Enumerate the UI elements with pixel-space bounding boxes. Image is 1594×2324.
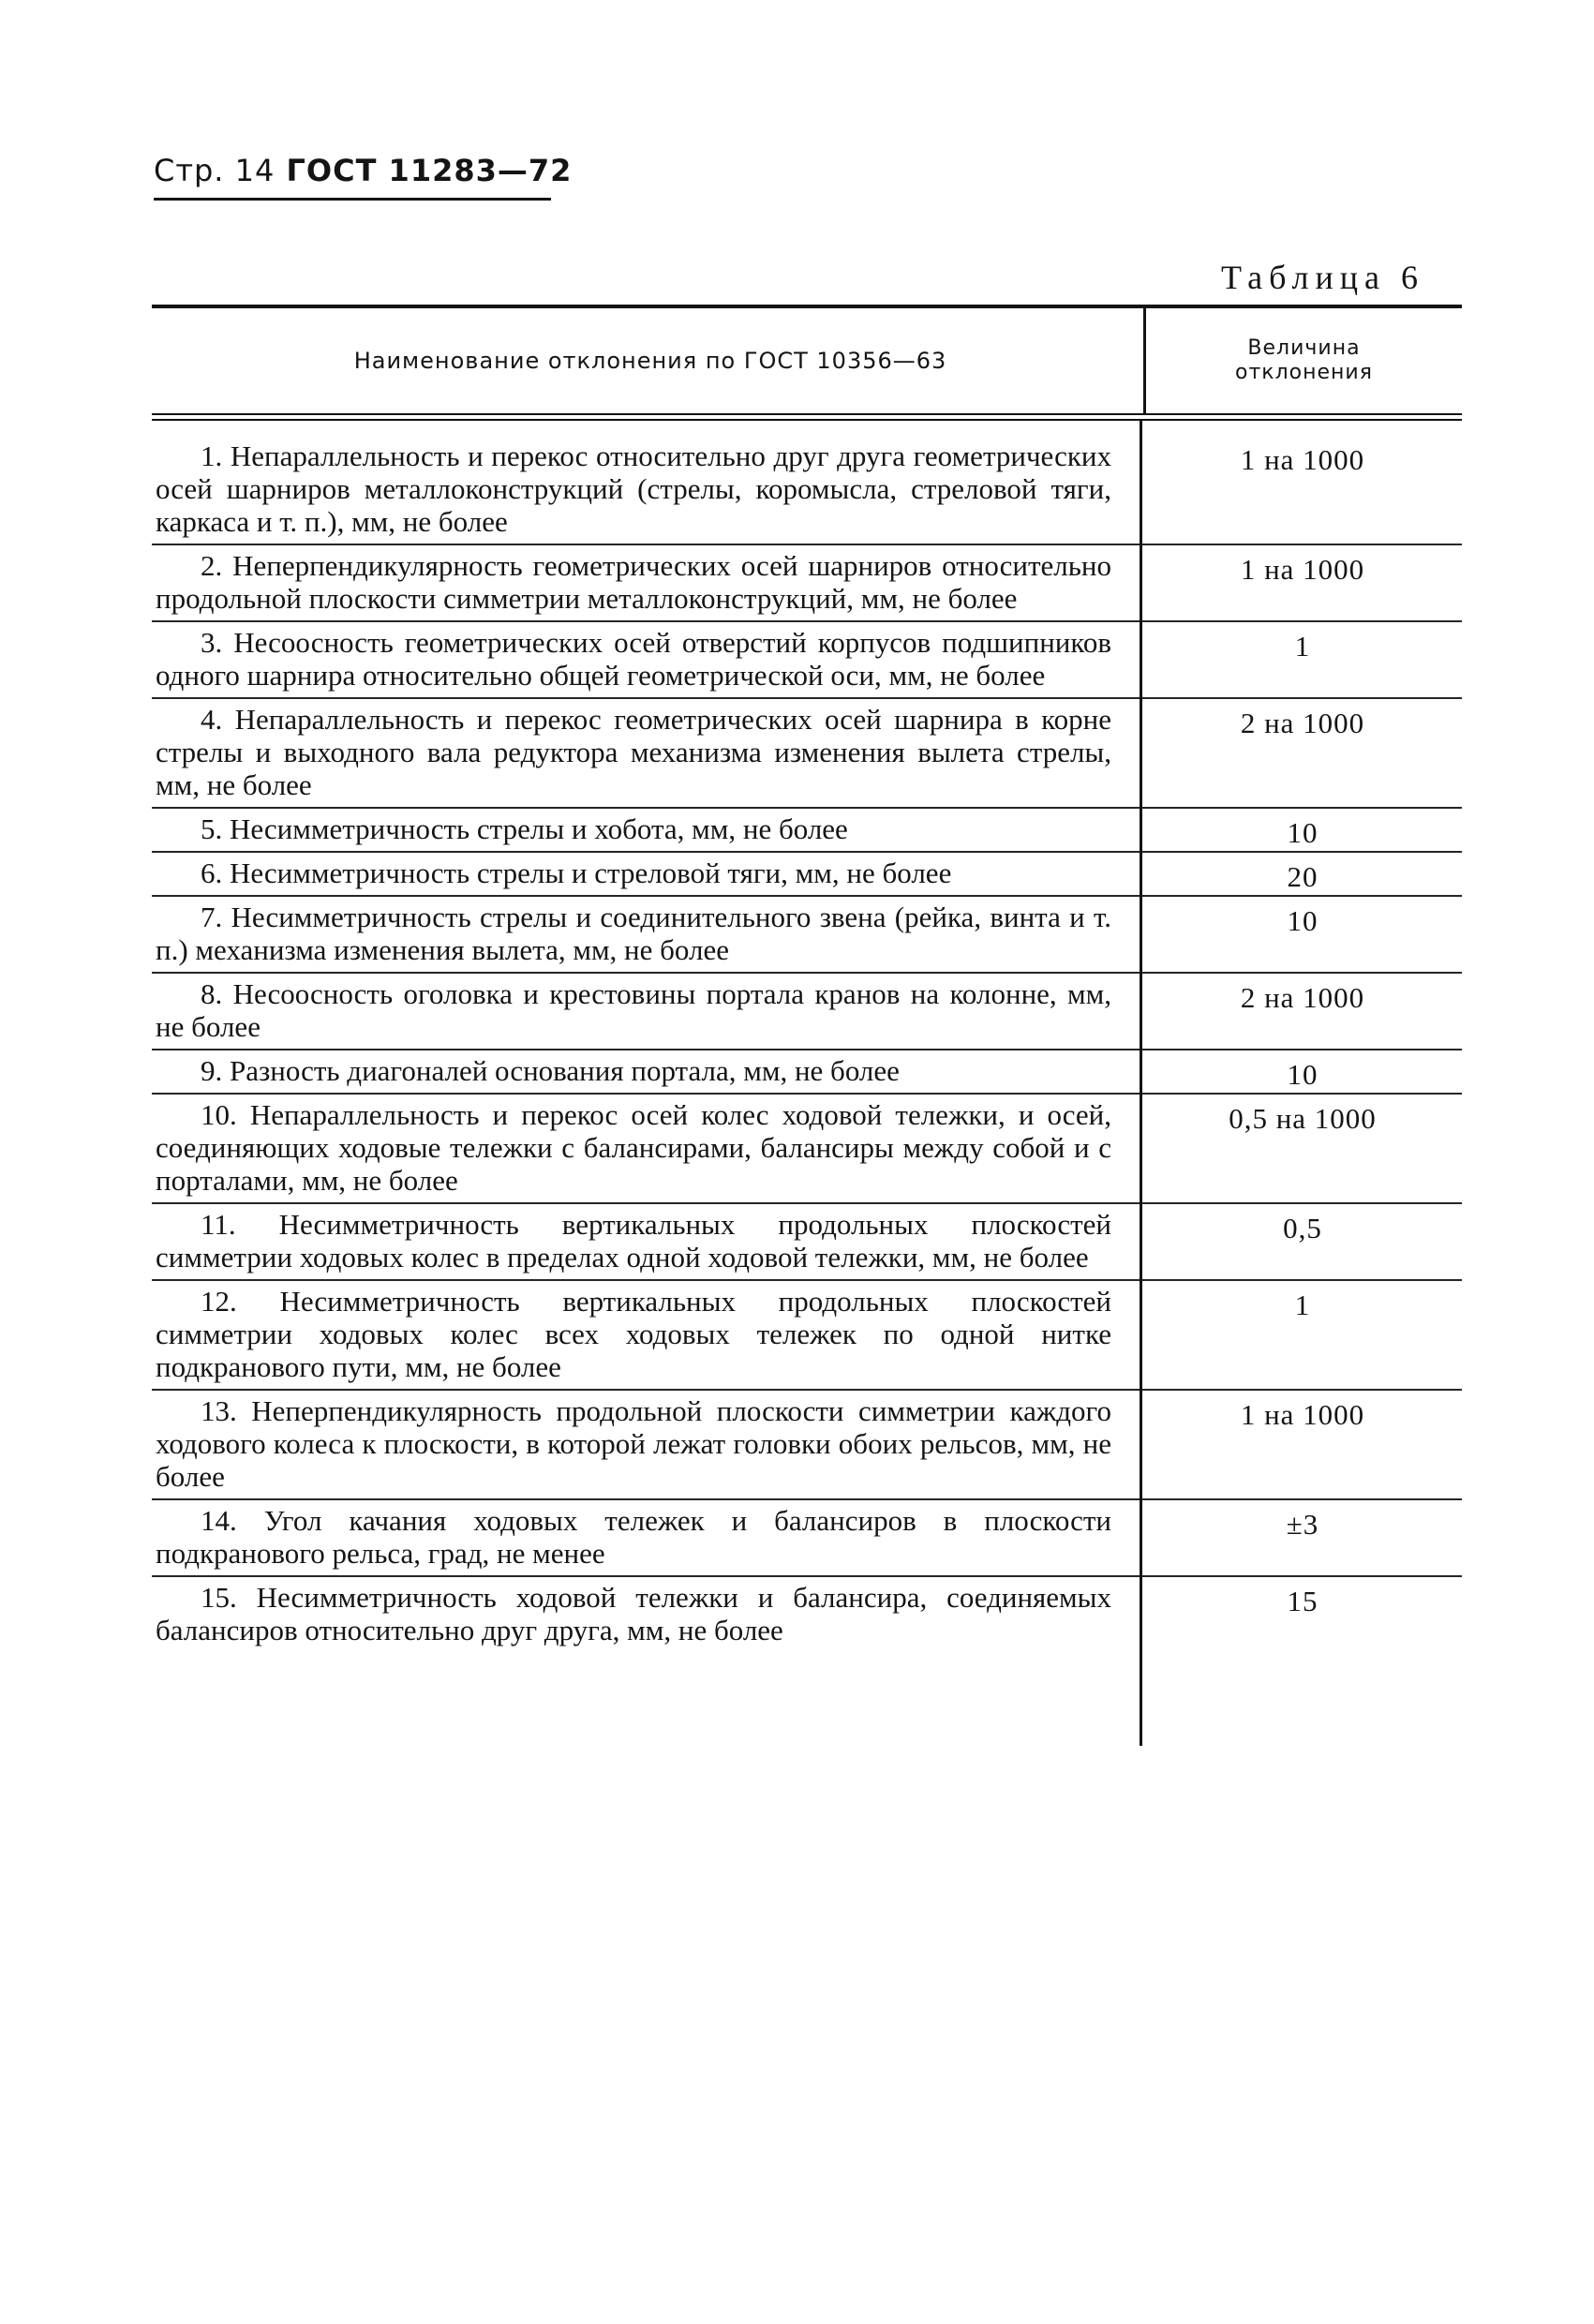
- table-row: [152, 897, 1462, 974]
- deviation-name: 15. Несимметричность ходовой тележки и балансира, соединяемых балансиров относительно друг друга, мм, не более: [156, 1581, 1111, 1646]
- standard-number: ГОСТ 11283—72: [286, 153, 573, 188]
- table-row: [152, 622, 1462, 699]
- deviation-value: 1 на 1000: [1240, 553, 1365, 586]
- table-row: [152, 1281, 1462, 1391]
- column-header-value-line2: отклонения: [1235, 361, 1373, 384]
- deviation-value: 0,5: [1283, 1212, 1322, 1244]
- deviation-name: 6. Несимметричность стрелы и стреловой тяги, мм, не более: [201, 857, 952, 889]
- deviation-name: 10. Непараллельность и перекос осей колес ходовой тележки, и осей, соединяющих ходовые тележки с балансирами, балансиры между собой и с порталами, мм, не более: [156, 1098, 1111, 1197]
- table-row: [152, 1577, 1462, 1652]
- deviation-name: 12. Несимметричность вертикальных продольных плоскостей симметрии ходовых колес всех ходовых тележек по одной нитке подкранового пути, мм, не более: [156, 1285, 1111, 1383]
- table-body: [152, 421, 1462, 1652]
- deviation-value: 10: [1287, 904, 1318, 937]
- deviation-name: 3. Несоосность геометрических осей отверстий корпусов подшипников одного шарнира относительно общей геометрической оси, мм, не более: [156, 626, 1111, 692]
- deviation-value: 1 на 1000: [1240, 1398, 1365, 1431]
- deviation-name: 9. Разность диагоналей основания портала, мм, не более: [201, 1054, 900, 1087]
- deviation-name: 7. Несимметричность стрелы и соединительного звена (рейка, винта и т. п.) механизма изменения вылета, мм, не более: [156, 901, 1111, 966]
- deviation-name: 4. Непараллельность и перекос геометрических осей шарнира в корне стрелы и выходного вала редуктора механизма изменения вылета стрелы, мм, не более: [156, 703, 1111, 801]
- deviation-name: 2. Неперпендикулярность геометрических осей шарниров относительно продольной плоскости симметрии металлоконструкций, мм, не более: [156, 549, 1111, 615]
- table-row: [152, 1095, 1462, 1204]
- table-row: [152, 809, 1462, 853]
- deviation-table: [152, 305, 1462, 1652]
- table-caption: Таблица 6: [1221, 259, 1424, 296]
- table-row: [152, 1500, 1462, 1577]
- table-row: [152, 436, 1462, 545]
- table-header-rule: [152, 413, 1462, 421]
- column-header-value-line1: Величина: [1247, 336, 1361, 360]
- deviation-name: 14. Угол качания ходовых тележек и балансиров в плоскости подкранового рельса, град, не менее: [156, 1504, 1111, 1570]
- deviation-name: 5. Несимметричность стрелы и хобота, мм, не более: [201, 812, 848, 845]
- deviation-value: 10: [1287, 816, 1318, 849]
- table-row: [152, 545, 1462, 622]
- deviation-value: 0,5 на 1000: [1229, 1102, 1377, 1135]
- deviation-name: 1. Непараллельность и перекос относительно друг друга геометрических осей шарниров металлоконструкций (стрелы, коромысла, стреловой тяги, каркаса и т. п.), мм, не более: [156, 439, 1111, 538]
- table-row: [152, 1050, 1462, 1095]
- table-row: [152, 1204, 1462, 1281]
- table-row: [152, 1391, 1462, 1500]
- deviation-value: 1: [1294, 630, 1311, 663]
- deviation-value: 20: [1287, 860, 1318, 893]
- page-header: [154, 153, 572, 188]
- deviation-value: 1 на 1000: [1240, 443, 1365, 476]
- deviation-value: 2 на 1000: [1240, 707, 1365, 739]
- deviation-name: 11. Несимметричность вертикальных продольных плоскостей симметрии ходовых колес в пределах одной ходовой тележки, мм, не более: [156, 1208, 1111, 1274]
- table-row: [152, 853, 1462, 897]
- header-rule: [154, 198, 551, 201]
- table-header: [152, 308, 1462, 413]
- table-row: [152, 699, 1462, 809]
- column-header-name: Наименование отклонения по ГОСТ 10356—63: [353, 348, 947, 374]
- deviation-value: 10: [1287, 1058, 1318, 1091]
- deviation-value: 1: [1294, 1289, 1311, 1321]
- column-header-value: [1143, 308, 1462, 413]
- deviation-value: 15: [1287, 1585, 1318, 1617]
- deviation-name: 13. Неперпендикулярность продольной плоскости симметрии каждого ходового колеса к плоскости, в которой лежат головки обоих рельсов, мм, не более: [156, 1394, 1111, 1493]
- deviation-value: 2 на 1000: [1240, 981, 1365, 1014]
- deviation-value: ±3: [1286, 1508, 1319, 1541]
- page-number: Стр. 14: [154, 153, 276, 188]
- deviation-name: 8. Несоосность оголовка и крестовины портала кранов на колонне, мм, не более: [156, 977, 1111, 1043]
- table-row: [152, 974, 1462, 1050]
